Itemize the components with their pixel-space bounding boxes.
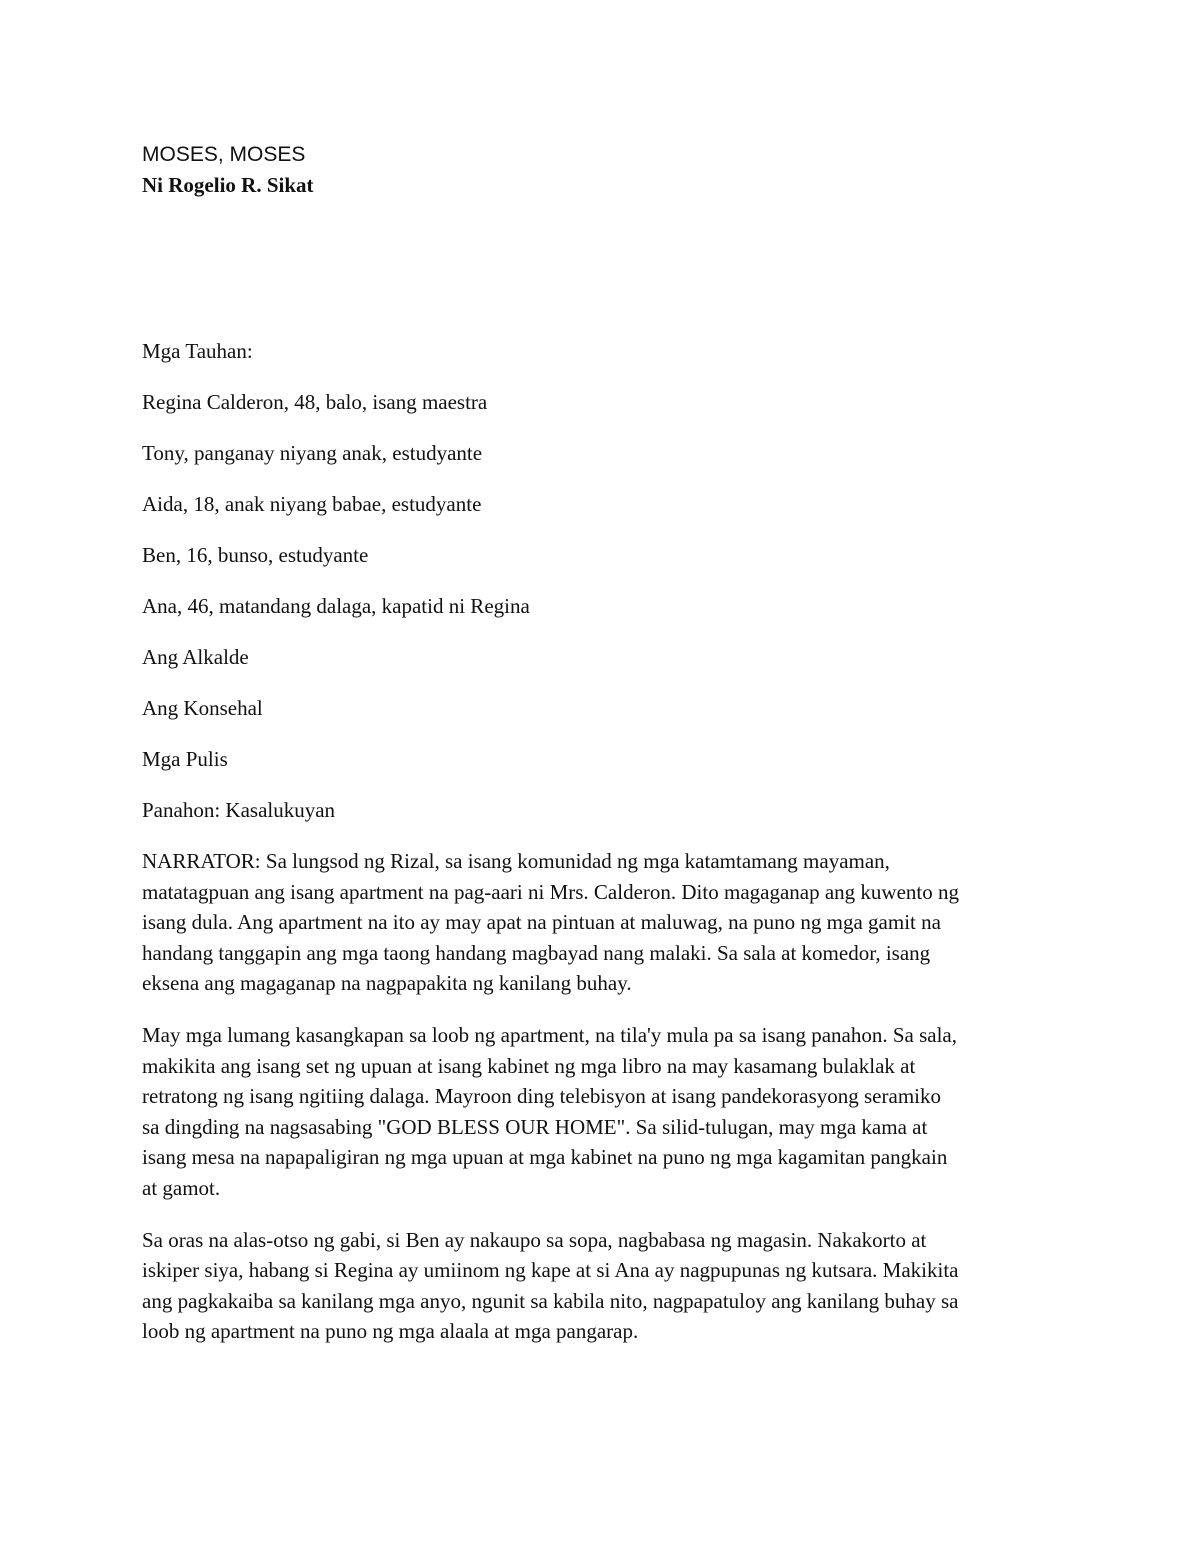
paragraph-line: sa dingding na nagsasabing "GOD BLESS OUR HOME". Sa silid-tulugan, may mga kama at: [142, 1114, 928, 1139]
character-line: Ang Alkalde: [142, 645, 249, 669]
character-line: Ang Konsehal: [142, 696, 263, 720]
paragraph-line: isang dula. Ang apartment na ito ay may apat na pintuan at maluwag, na puno ng mga gamit na: [142, 910, 941, 935]
setting-line: Panahon: Kasalukuyan: [142, 798, 336, 822]
paragraph-line: makikita ang isang set ng upuan at isang kabinet ng mga libro na may kasamang bulaklak at: [142, 1053, 916, 1078]
narration-paragraph: [142, 1225, 1062, 1347]
document-body: [142, 140, 1062, 1368]
narration-paragraph: [142, 1020, 1062, 1204]
narration-section: [142, 846, 1062, 1347]
character-line: Regina Calderon, 48, balo, isang maestra: [142, 390, 488, 414]
paragraph-line: matatagpuan ang isang apartment na pag-aari ni Mrs. Calderon. Dito magaganap ang kuwento ng: [142, 879, 959, 904]
character-line: Mga Pulis: [142, 747, 228, 771]
paragraph-line: NARRATOR: Sa lungsod ng Rizal, sa isang komunidad ng mga katamtamang mayaman,: [142, 849, 890, 873]
paragraph-line: ang pagkakaiba sa kanilang mga anyo, ngunit sa kabila nito, nagpapatuloy ang kanilang buhay sa: [142, 1288, 959, 1313]
paragraph-line: at gamot.: [142, 1175, 221, 1200]
document-author: Ni Rogelio R. Sikat: [142, 173, 314, 197]
narration-paragraph: [142, 846, 1062, 999]
document-title: MOSES, MOSES: [142, 143, 306, 166]
paragraph-line: iskiper siya, habang si Regina ay umiinom ng kape at si Ana ay nagpupunas ng kutsara. Makikita: [142, 1258, 959, 1283]
paragraph-line: handang tanggapin ang mga taong handang magbayad nang malaki. Sa sala at komedor, isang: [142, 940, 931, 965]
paragraph-line: eksena ang magaganap na nagpapakita ng kanilang buhay.: [142, 971, 632, 996]
characters-section: [142, 336, 1062, 825]
paragraph-line: retratong ng isang ngitiing dalaga. Mayroon ding telebisyon at isang pandekorasyong seramiko: [142, 1084, 941, 1109]
paragraph-line: May mga lumang kasangkapan sa loob ng apartment, na tila'y mula pa sa isang panahon. Sa sala,: [142, 1022, 957, 1047]
characters-heading: Mga Tauhan:: [142, 339, 253, 363]
character-line: Tony, panganay niyang anak, estudyante: [142, 441, 483, 465]
paragraph-line: Sa oras na alas-otso ng gabi, si Ben ay nakaupo sa sopa, nagbabasa ng magasin. Nakakorto at: [142, 1227, 927, 1252]
character-line: Ben, 16, bunso, estudyante: [142, 543, 369, 567]
character-line: Ana, 46, matandang dalaga, kapatid ni Regina: [142, 594, 530, 618]
character-line: Aida, 18, anak niyang babae, estudyante: [142, 492, 482, 516]
paragraph-line: loob ng apartment na puno ng mga alaala at mga pangarap.: [142, 1319, 639, 1344]
paragraph-line: isang mesa na napapaligiran ng mga upuan at mga kabinet na puno ng mga kagamitan pangkain: [142, 1145, 948, 1170]
